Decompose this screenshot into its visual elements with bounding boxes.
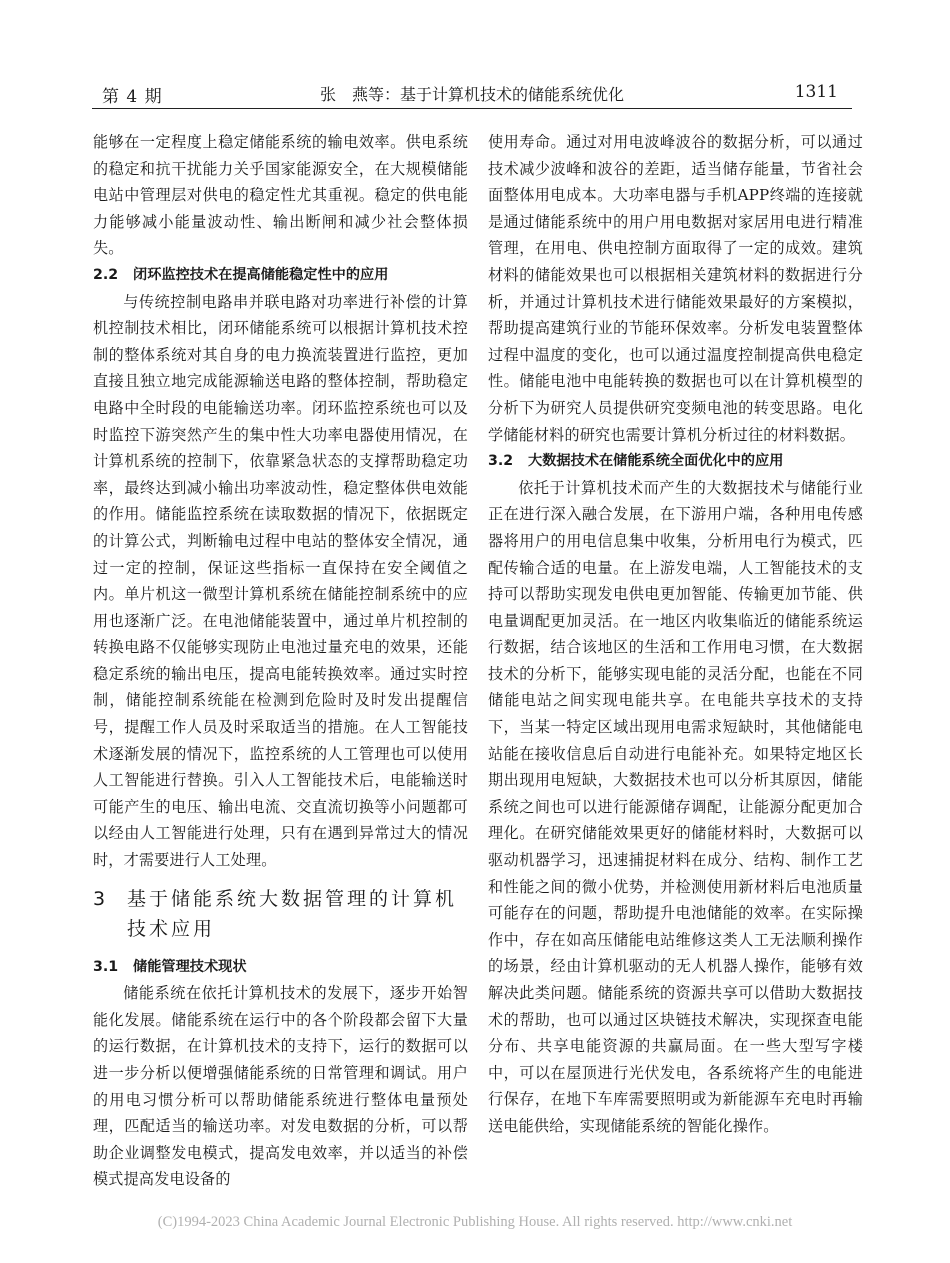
paragraph: 与传统控制电路串并联电路对功率进行补偿的计算机控制技术相比，闭环储能系统可以根据计算机技术控制的整体系统对其自身的电力换流装置进行监控，更加直接且独立地完成能源输送电路的整体控制，帮助稳定电路中全时段的电能输送功率。闭环监控系统也可以及时监控下游突然产生的集中性大功率电器使用情况，在计算机系统的控制下，依靠紧急状态的支撑帮助稳定功率，最终达到减小输出功率波动性，稳定整体供电效能的作用。储能监控系统在读取数据的情况下，依据既定的计算公式，判断输电过程中电站的整体安全情况，通过一定的控制，保证这些指标一直保持在安全阈值之内。单片机这一微型计算机系统在储能控制系统中的应用也逐渐广泛。在电池储能装置中，通过单片机控制的转换电路不仅能够实现防止电池过量充电的效果，还能稳定系统的输出电压，提高电能转换效率。通过实时控制，储能控制系统能在检测到危险时及时发出提醒信号，提醒工作人员及时采取适当的措施。在人工智能技术逐渐发展的情况下，监控系统的人工管理也可以使用人工智能进行替换。引入人工智能技术后，电能输送时可能产生的电压、输出电流、交直流切换等小问题都可以经由人工智能进行处理，只有在遇到异常过大的情况时，才需要进行人工处理。 [93,292,468,870]
paragraph-continued: 能够在一定程度上稳定储能系统的输电效率。供电系统的稳定和抗干扰能力关乎国家能源安全，在大规模储能电站中管理层对供电的稳定性尤其重视。稳定的供电能力能够减小能量波动性、输出断闸和减少社会整体损失。 [93,133,468,258]
running-header [92,80,852,109]
paragraph-continued: 使用寿命。通过对用电波峰波谷的数据分析，可以通过技术减少波峰和波谷的差距，适当储存能量，节省社会面整体用电成本。大功率电器与手机APP终端的连接就是通过储能系统中的用户用电数据对家居用电进行精准管理，在用电、供电控制方面取得了一定的成效。建筑材料的储能效果也可以根据相关建筑材料的数据进行分析，并通过计算机技术进行储能效果最好的方案模拟，帮助提高建筑行业的节能环保效率。分析发电装置整体过程中温度的变化，也可以通过温度控制提高供电稳定性。储能电池中电能转换的数据也可以在计算机模型的分析下为研究人员提供研究变频电池的转变思路。电化学储能材料的研究也需要计算机分析过往的材料数据。 [488,133,863,444]
copyright-watermark: (C)1994-2023 China Academic Journal Electronic Publishing House. All rights reserved. http://www.cnki.net [157,1214,793,1230]
left-column [93,129,468,1189]
running-title: 张 燕等：基于计算机技术的储能系统优化 [319,85,624,104]
paragraph: 依托于计算机技术而产生的大数据技术与储能行业正在进行深入融合发展，在下游用户端，各种用电传感器将用户的用电信息集中收集，分析用电行为模式，匹配传输合适的电量。在上游发电端，人工智能技术的支持可以帮助实现发电供电更加智能、传输更加节能、供电量调配更加灵活。在一地区内收集临近的储能系统运行数据，结合该地区的生活和工作用电习惯，在大数据技术的分析下，能够实现电能的灵活分配，也能在不同储能电站之间实现电能共享。在电能共享技术的支持下，当某一特定区域出现用电需求短缺时，其他储能电站能在接收信息后自动进行电能补充。如果特定地区长期出现用电短缺，大数据技术也可以分析其原因，储能系统之间也可以进行能源储存调配，让能源分配更加合理化。在研究储能效果更好的储能材料时，大数据可以驱动机器学习，迅速捕捉材料在成分、结构、制作工艺和性能之间的微小优势，并检测使用新材料后电池质量可能存在的问题，帮助提升电池储能的效率。在实际操作中，存在如高压储能电站维修这类人工无法顺利操作的场景，经由计算机驱动的无人机器人操作，能够有效解决此类问题。储能系统的资源共享可以借助大数据技术的帮助，也可以通过区块链技术解决，实现探查电能分布、共享电能资源的共赢局面。在一些大型写字楼中，可以在屋顶进行光伏发电，各系统将产生的电能进行保存，在地下车库需要照明或为新能源车充电时再输送电能供给，实现储能系统的智能化操作。 [488,478,863,1135]
section-heading-3-1 [93,954,468,981]
section-number: 3.1 [93,958,119,975]
paragraph: 储能系统在依托计算机技术的发展下，逐步开始智能化发展。储能系统在运行中的各个阶段都会留下大量的运行数据，在计算机技术的支持下，运行的数据可以进一步分析以便增强储能系统的日常管理和调试。用户的用电习惯分析可以帮助储能系统进行整体电量预处理，匹配适当的输送功率。对发电数据的分析，可以帮助企业调整发电模式，提高发电效率，并以适当的补偿模式提高发电设备的 [93,984,468,1189]
section-heading-2-2 [93,262,468,289]
section-title: 储能管理技术现状 [133,958,247,975]
issue-number: 第 4 期 [102,87,163,107]
page-number: 1311 [794,82,838,102]
section-number: 3.2 [488,453,514,470]
section-title: 大数据技术在储能系统全面优化中的应用 [528,453,784,470]
section-number: 2.2 [93,266,119,283]
section-number: 3 [93,887,106,910]
section-heading-3-2 [488,448,863,475]
section-title: 基于储能系统大数据管理的计算机技术应用 [127,887,458,940]
section-title: 闭环监控技术在提高储能稳定性中的应用 [133,266,389,283]
right-column [488,129,863,1189]
section-heading-3 [93,884,468,944]
